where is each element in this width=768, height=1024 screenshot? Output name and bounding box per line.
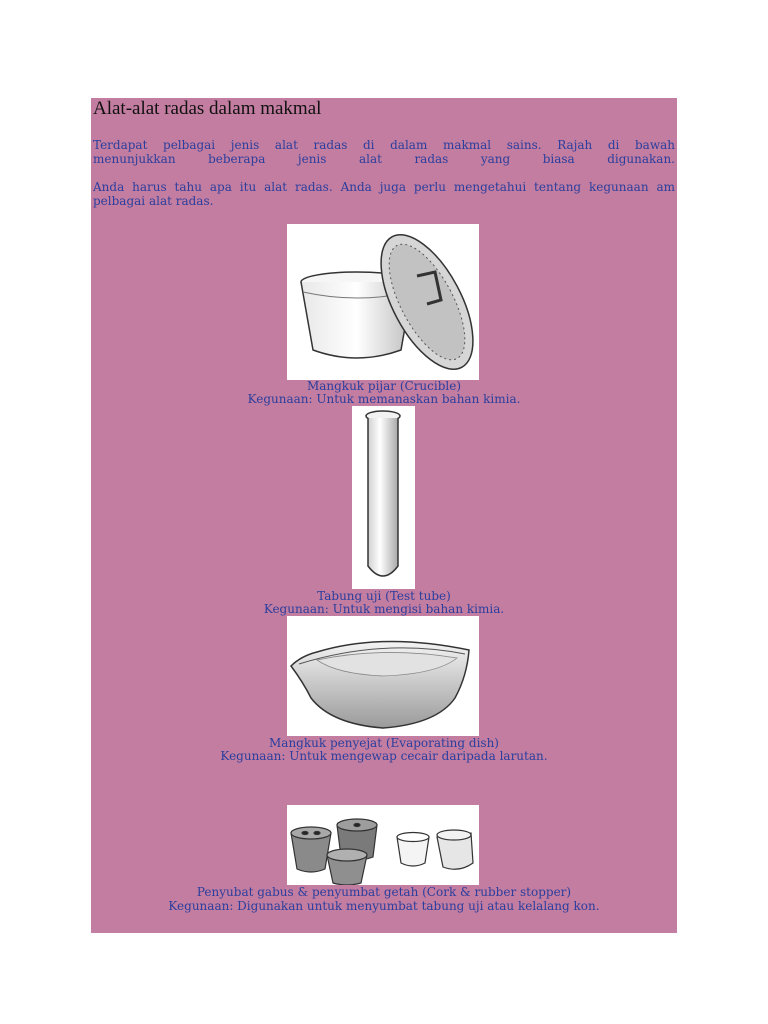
cork-stopper-use: Kegunaan: Digunakan untuk menyumbat tabung uji atau kelalang kon. bbox=[168, 899, 600, 913]
cork-and-rubber-stopper-image bbox=[287, 805, 479, 885]
intro-paragraph-1-line-1: Terdapat pelbagai jenis alat radas di dalam makmal sains. Rajah di bawah bbox=[93, 138, 675, 152]
crucible-use: Kegunaan: Untuk memanaskan bahan kimia. bbox=[247, 392, 521, 406]
evaporating-dish-image bbox=[287, 616, 479, 736]
crucible-image bbox=[287, 224, 479, 380]
evaporating-dish-use: Kegunaan: Untuk mengewap cecair daripada larutan. bbox=[220, 749, 548, 763]
cork-stopper-name: Penyubat gabus & penyumbat getah (Cork & rubber stopper) bbox=[196, 885, 572, 899]
intro-paragraph-1-line-2: menunjukkan beberapa jenis alat radas yang biasa digunakan. bbox=[93, 152, 675, 166]
evaporating-dish-name: Mangkuk penyejat (Evaporating dish) bbox=[269, 736, 499, 750]
crucible-name: Mangkuk pijar (Crucible) bbox=[306, 379, 462, 393]
document-page bbox=[91, 98, 677, 933]
page-title: Alat-alat radas dalam makmal bbox=[93, 98, 322, 119]
intro-paragraph-2-line-1: Anda harus tahu apa itu alat radas. Anda juga perlu mengetahui tentang kegunaan am bbox=[93, 180, 675, 194]
intro-paragraph-2-line-2: pelbagai alat radas. bbox=[93, 194, 214, 208]
test-tube-image bbox=[352, 406, 415, 589]
test-tube-name: Tabung uji (Test tube) bbox=[317, 589, 451, 603]
test-tube-use: Kegunaan: Untuk mengisi bahan kimia. bbox=[263, 602, 505, 616]
